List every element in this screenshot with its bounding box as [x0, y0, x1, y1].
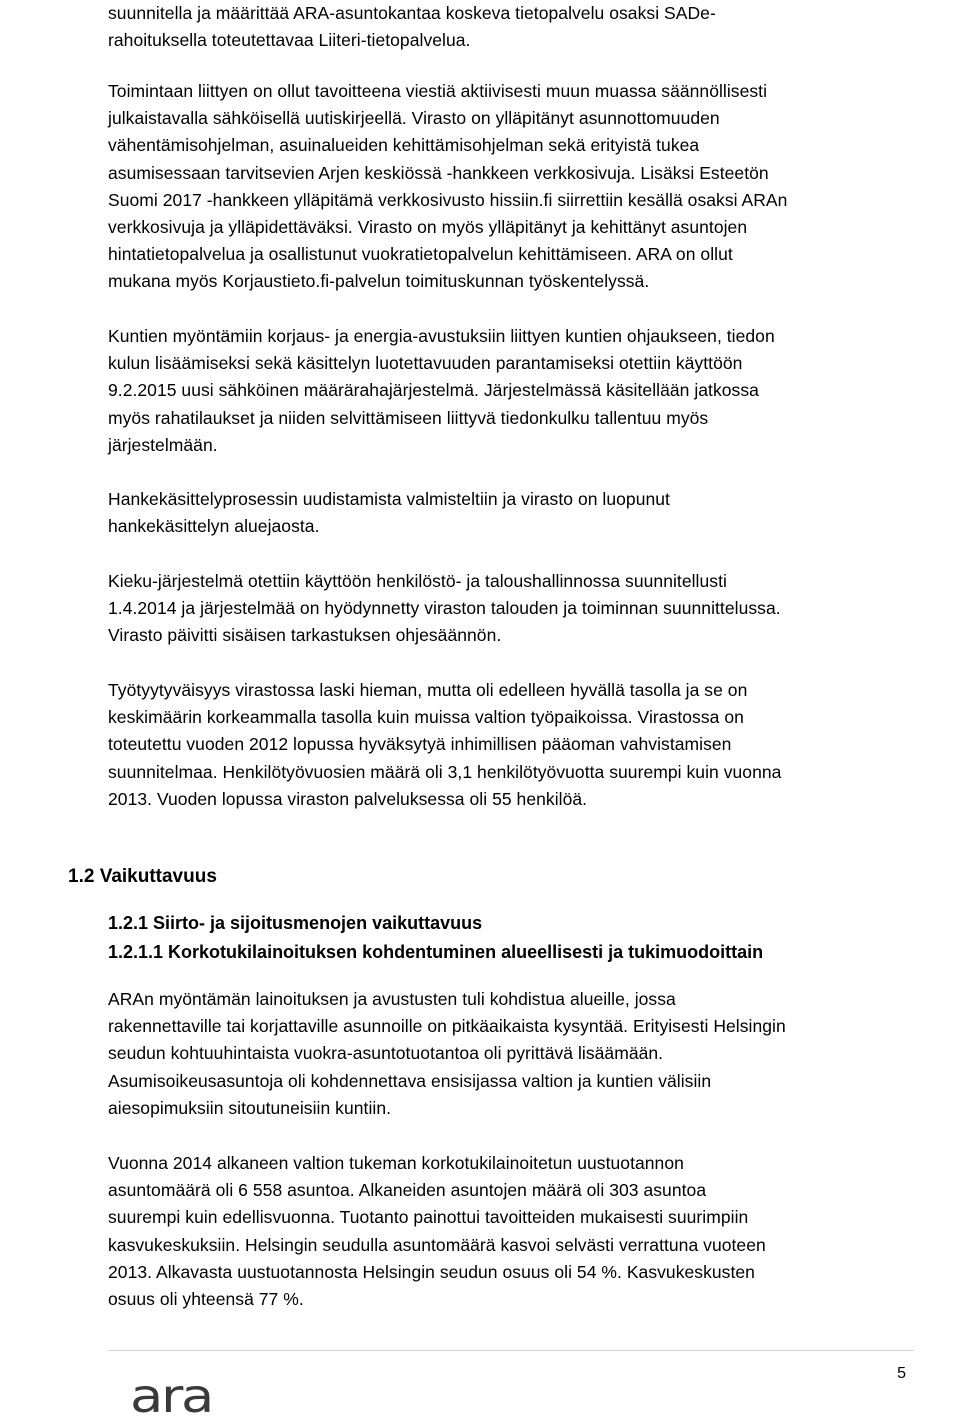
text-line: 1.4.2014 ja järjestelmää on hyödynnetty viraston talouden ja toiminnan suunnittelussa. — [108, 598, 781, 619]
paragraph-sade — [108, 0, 908, 54]
paragraph-kieku — [108, 568, 908, 650]
ara-logo — [130, 1376, 214, 1416]
text-line: asumisessaan tarvitsevien Arjen keskiössä -hankkeen verkkosivuja. Lisäksi Esteetön — [108, 162, 769, 183]
text-line: hintatietopalvelua ja osallistunut vuokratietopalvelun kehittämiseen. ARA on ollut — [108, 244, 733, 265]
text-line: keskimäärin korkeammalla tasolla kuin muissa valtion työpaikoissa. Virastossa on — [108, 707, 744, 728]
text-line: Suomi 2017 -hankkeen ylläpitämä verkkosivusto hissiin.fi siirrettiin kesällä osaksi ARAn — [108, 189, 788, 210]
text-line: suunnitella ja määrittää ARA-asuntokantaa koskeva tietopalvelu osaksi SADe- — [108, 3, 716, 23]
text-line: myös rahatilaukset ja niiden selvittämiseen liittyvä tiedonkulku tallentuu myös — [108, 407, 709, 428]
text-line: Virasto päivitti sisäisen tarkastuksen ohjesäännön. — [108, 625, 502, 646]
text-line: asuntomäärä oli 6 558 asuntoa. Alkaneiden asuntojen määrä oli 303 asuntoa — [108, 1180, 707, 1201]
text-line: aiesopimuksiin sitoutuneisiin kuntiin. — [108, 1097, 392, 1118]
text-line: toteutettu vuoden 2012 lopussa hyväksytyä inhimillisen pääoman vahvistamisen — [108, 734, 732, 755]
text-line: 2013. Alkavasta uustuotannosta Helsingin seudun osuus oli 54 %. Kasvukeskusten — [108, 1261, 755, 1282]
subsubsection-heading: 1.2.1.1 Korkotukilainoituksen kohdentuminen alueellisesti ja tukimuodoittain — [108, 942, 764, 962]
text-line: järjestelmään. — [108, 434, 218, 455]
paragraph-project-processing — [108, 486, 908, 540]
text-line: 9.2.2015 uusi sähköinen määrärahajärjestelmä. Järjestelmässä käsitellään jatkossa — [108, 380, 759, 401]
text-line: verkkosivuja ja ylläpidettäväksi. Virasto on myös ylläpitänyt ja kehittänyt asuntojen — [108, 217, 748, 238]
text-line: ARAn myöntämän lainoituksen ja avustusten tuli kohdistua alueille, jossa — [108, 989, 676, 1009]
text-line: mukana myös Korjaustieto.fi-palvelun toimituskunnan työskentelyssä. — [108, 271, 650, 292]
text-line: rahoituksella toteutettavaa Liiteri-tietopalvelua. — [108, 30, 471, 51]
paragraph-job-satisfaction — [108, 677, 908, 813]
text-line: Hankekäsittelyprosessin uudistamista valmisteltiin ja virasto on luopunut — [108, 489, 670, 509]
text-line: vähentämisohjelman, asuinalueiden kehittämisohjelman sekä erityistä tukea — [108, 135, 700, 156]
text-line: kasvukeskuksiin. Helsingin seudulla asuntomäärä kasvoi selvästi verrattuna vuoteen — [108, 1234, 766, 1255]
text-line: rakennettaville tai korjattaville asunnoille on pitkäaikaista kysyntää. Erityisesti Helsingin — [108, 1016, 786, 1037]
text-line: kulun lisäämiseksi sekä käsittelyn luotettavuuden parantamiseksi otettiin käyttöön — [108, 353, 743, 374]
page-number: 5 — [897, 1365, 906, 1382]
text-line: suunnitelmaa. Henkilötyövuosien määrä oli 3,1 henkilötyövuotta suurempi kuin vuonna — [108, 761, 782, 782]
paragraph-communication — [108, 78, 908, 296]
text-line: julkaistavalla sähköisellä uutiskirjeellä. Virasto on ylläpitänyt asunnottomuuden — [108, 108, 720, 129]
section-heading: 1.2 Vaikuttavuus — [68, 866, 217, 887]
text-line: 2013. Vuoden lopussa viraston palveluksessa oli 55 henkilöä. — [108, 788, 588, 809]
paragraph-grants-system — [108, 323, 908, 459]
text-line: Toimintaan liittyen on ollut tavoitteena viestiä aktiivisesti muun muassa säännöllisesti — [108, 81, 768, 101]
ara-logo-text: ara — [130, 1376, 212, 1416]
text-line: osuus oli yhteensä 77 %. — [108, 1289, 304, 1310]
paragraph-production-2014 — [108, 1150, 908, 1313]
text-line: suurempi kuin edellisvuonna. Tuotanto painottui tavoitteiden mukaisesti suurimpiin — [108, 1207, 749, 1228]
text-line: Kuntien myöntämiin korjaus- ja energia-avustuksiin liittyen kuntien ohjaukseen, tiedon — [108, 326, 775, 346]
text-line: hankekäsittelyn aluejaosta. — [108, 516, 320, 537]
text-line: Vuonna 2014 alkaneen valtion tukeman korkotukilainoitetun uustuotannon — [108, 1153, 684, 1173]
subsection-heading: 1.2.1 Siirto- ja sijoitusmenojen vaikuttavuus — [108, 913, 483, 933]
text-line: Työtyytyväisyys virastossa laski hieman, mutta oli edelleen hyvällä tasolla ja se on — [108, 680, 748, 700]
text-line: seudun kohtuuhintaista vuokra-asuntotuotantoa oli pyrittävä lisäämään. — [108, 1043, 664, 1064]
footer-divider — [108, 1350, 914, 1351]
paragraph-loan-targeting — [108, 986, 908, 1122]
text-line: Asumisoikeusasuntoja oli kohdennettava ensisijassa valtion ja kuntien välisiin — [108, 1070, 712, 1091]
text-line: Kieku-järjestelmä otettiin käyttöön henkilöstö- ja taloushallinnossa suunnitellusti — [108, 571, 727, 591]
